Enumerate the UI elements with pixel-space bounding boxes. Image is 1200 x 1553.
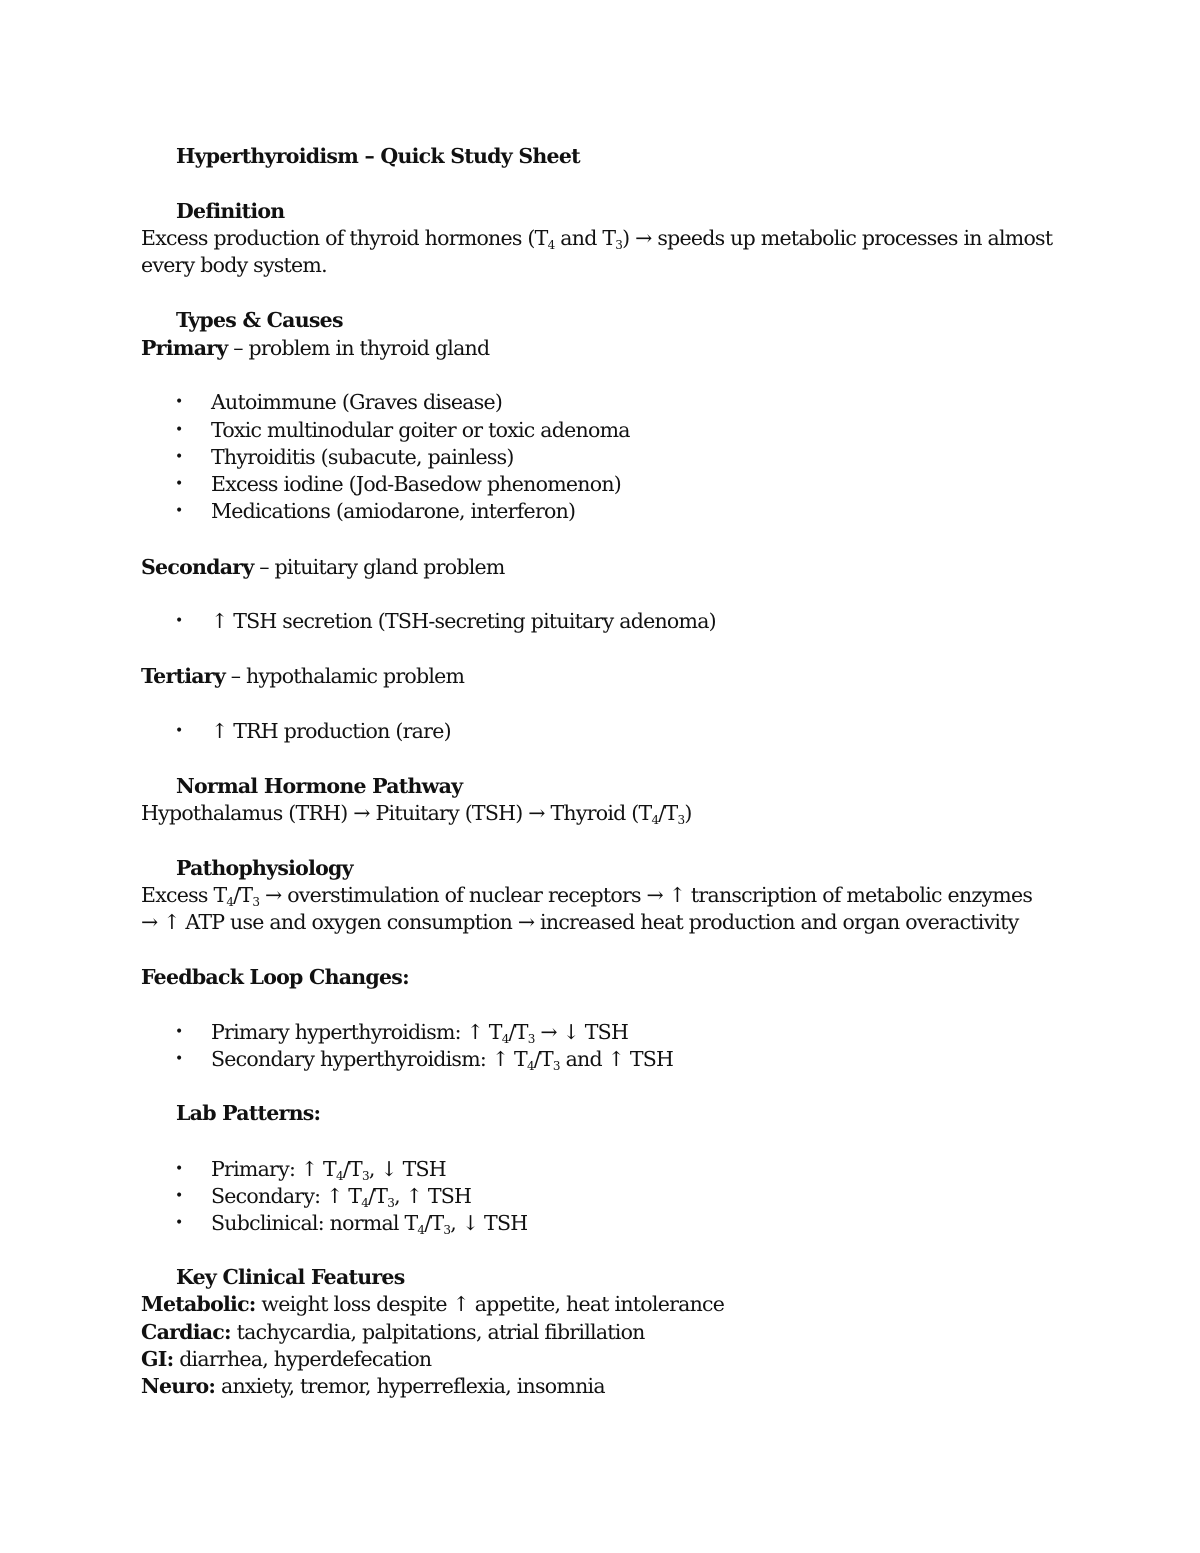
list-item: ↑ TRH production (rare) — [211, 719, 451, 743]
list-item: Primary hyperthyroidism: ↑ $T_4/T_3$ → ↓ TSH — [211, 1020, 629, 1046]
bullet-icon: • — [175, 613, 184, 629]
bullet-icon: • — [175, 449, 184, 465]
primary-line: Primary – problem in thyroid gland — [141, 336, 490, 360]
clinical-metabolic: Metabolic: weight loss despite ↑ appetite, heat intolerance — [141, 1292, 725, 1316]
bullet-icon: • — [175, 1215, 184, 1231]
clinical-gi: GI: diarrhea, hyperdefecation — [141, 1347, 432, 1371]
bullet-icon: • — [175, 422, 184, 438]
bullet-icon: • — [175, 1051, 184, 1067]
tertiary-line: Tertiary – hypothalamic problem — [141, 664, 465, 688]
page-title: Hyperthyroidism – Quick Study Sheet — [176, 144, 580, 168]
bullet-icon: • — [175, 476, 184, 492]
bullet-icon: • — [175, 503, 184, 519]
list-item: Toxic multinodular goiter or toxic adenoma — [211, 418, 630, 442]
bullet-icon: • — [175, 1161, 184, 1177]
bullet-icon: • — [175, 1024, 184, 1040]
patho-line-1: Excess $T_4/T_3$ → overstimulation of nuclear receptors → ↑ transcription of metabolic enzymes — [141, 883, 1033, 909]
list-item: Secondary: ↑ $T_4/T_3$, ↑ TSH — [211, 1184, 472, 1210]
list-item: Excess iodine (Jod-Basedow phenomenon) — [211, 472, 622, 496]
list-item: Medications (amiodarone, interferon) — [211, 499, 576, 523]
labs-heading: Lab Patterns: — [176, 1101, 321, 1125]
list-item: Secondary hyperthyroidism: ↑ $T_4/T_3$ and ↑ TSH — [211, 1047, 674, 1073]
bullet-icon: • — [175, 394, 184, 410]
patho-line-2: → ↑ ATP use and oxygen consumption → increased heat production and organ overactivity — [141, 910, 1019, 934]
list-item: Autoimmune (Graves disease) — [211, 390, 503, 414]
pathway-heading: Normal Hormone Pathway — [176, 774, 463, 798]
list-item: ↑ TSH secretion (TSH-secreting pituitary adenoma) — [211, 609, 716, 633]
types-heading: Types & Causes — [176, 308, 343, 332]
feedback-heading: Feedback Loop Changes: — [141, 965, 409, 989]
definition-heading: Definition — [176, 199, 285, 223]
list-item: Subclinical: normal $T_4/T_3$, ↓ TSH — [211, 1211, 528, 1237]
list-item: Primary: ↑ $T_4/T_3$, ↓ TSH — [211, 1157, 446, 1183]
clinical-heading: Key Clinical Features — [176, 1265, 405, 1289]
bullet-icon: • — [175, 1188, 184, 1204]
secondary-line: Secondary – pituitary gland problem — [141, 555, 505, 579]
definition-line-1: Excess production of thyroid hormones ($T_4$ and $T_3$) → speeds up metabolic processes in almost — [141, 226, 1053, 252]
bullet-icon: • — [175, 723, 184, 739]
clinical-neuro: Neuro: anxiety, tremor, hyperreflexia, insomnia — [141, 1374, 605, 1398]
list-item: Thyroiditis (subacute, painless) — [211, 445, 514, 469]
clinical-cardiac: Cardiac: tachycardia, palpitations, atrial fibrillation — [141, 1320, 645, 1344]
patho-heading: Pathophysiology — [176, 856, 353, 880]
definition-line-2: every body system. — [141, 253, 327, 277]
pathway-text: Hypothalamus (TRH) → Pituitary (TSH) → Thyroid $(T_4/T_3)$ — [141, 801, 692, 827]
